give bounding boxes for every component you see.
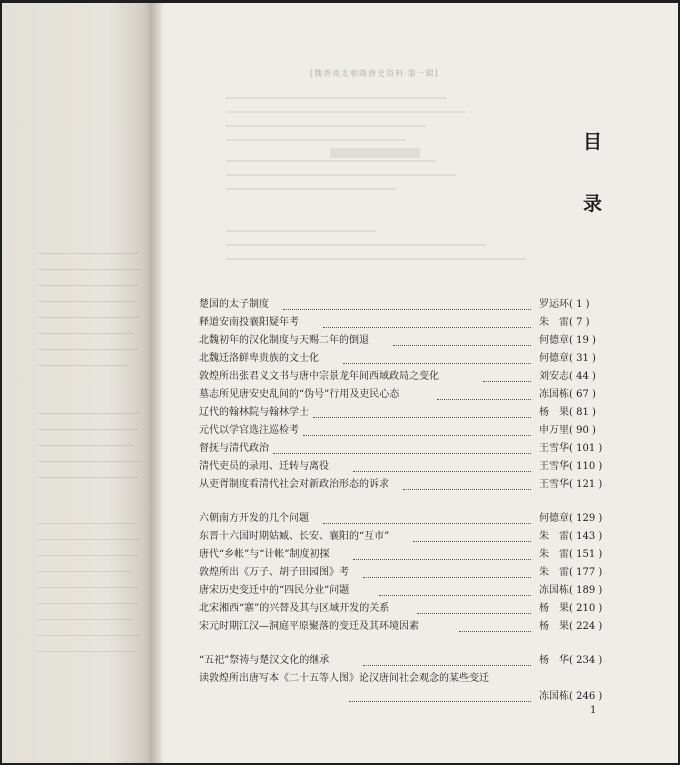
toc-entry-author: 朱 雷	[539, 567, 569, 578]
toc-entry-author: 朱 雷	[539, 549, 569, 560]
page-number: 1	[590, 705, 597, 716]
leader-dots	[349, 699, 531, 702]
toc-entry	[199, 670, 624, 688]
toc-entry-title: 元代以学官选注巡检考	[199, 425, 299, 436]
toc-entry-title: 北魏初年的汉化制度与天赐二年的倒退	[199, 335, 369, 346]
toc-entry-title: 宋元时期江汉—洞庭平原聚落的变迁及其环境因素	[199, 621, 419, 632]
toc-entry-title: 释道安南投襄阳疑年考	[199, 317, 299, 328]
toc-entry-author: 王雪华	[539, 461, 569, 472]
leader-dots	[403, 487, 531, 490]
toc-heading-char-1: 目	[583, 131, 603, 153]
toc-entry-page: 143	[576, 531, 596, 542]
toc-entry: 清代吏员的录用、迁转与离役 王雪华( 110 )	[199, 458, 624, 476]
toc-entry-page: 151	[576, 549, 596, 560]
toc-entry-author: 王雪华	[539, 479, 569, 490]
toc-entry: 楚国的太子制度 罗运环( 1 )	[199, 296, 624, 314]
toc-entry-author: 何德章	[539, 335, 569, 346]
leader-dots	[323, 521, 531, 524]
leader-dots	[283, 307, 531, 310]
toc-entry-title: 督抚与清代政治	[199, 443, 269, 454]
toc-entry-title: 墓志所见唐安史乱间的“伪号”行用及吏民心态	[199, 389, 400, 400]
toc-entry-page: 1	[576, 299, 583, 310]
toc-entry-page: 67	[576, 389, 589, 400]
leader-dots	[393, 343, 531, 346]
leader-dots	[273, 451, 531, 454]
toc-entry-title: 读敦煌所出唐写本《二十五等人图》论汉唐间社会观念的某些变迁	[199, 673, 489, 684]
leader-dots	[379, 593, 531, 596]
toc-entry: 释道安南投襄阳疑年考 朱 雷( 7 )	[199, 314, 624, 332]
toc-entry-title: 唐代“乡帐”与“计帐”制度初探	[199, 549, 330, 560]
toc-entry-author: 朱 雷	[539, 531, 569, 542]
toc-entry: 北宋湘西“寨”的兴替及其与区域开发的关系 杨 果( 210 )	[199, 600, 624, 618]
toc-entry-author: 何德章	[539, 353, 569, 364]
toc-entry: 唐宋历史变迁中的“四民分业”问题 冻国栋( 189 )	[199, 582, 624, 600]
toc-entry-author: 冻国栋	[539, 389, 569, 400]
toc-entry-page: 234	[576, 655, 596, 666]
toc-entry-title: 清代吏员的录用、迁转与离役	[199, 461, 329, 472]
toc-entry-title: 东晋十六国时期姑臧、长安、襄阳的“互市”	[199, 531, 390, 542]
toc-entry-page: 224	[576, 621, 596, 632]
toc-entry: 北魏初年的汉化制度与天赐二年的倒退 何德章( 19 )	[199, 332, 624, 350]
toc-entry-author: 杨 华	[539, 655, 569, 666]
toc-entry-author: 罗运环	[539, 299, 569, 310]
toc-entry-title: 北宋湘西“寨”的兴替及其与区域开发的关系	[199, 603, 390, 614]
leader-dots	[483, 379, 531, 382]
leader-dots	[313, 415, 531, 418]
toc-entry-author: 冻国栋	[539, 691, 569, 702]
toc-entry: 墓志所见唐安史乱间的“伪号”行用及吏民心态 冻国栋( 67 )	[199, 386, 624, 404]
toc-entry-title: 六朝南方开发的几个问题	[199, 513, 309, 524]
faint-header-stamp: [魏晋南北朝隋唐史资料·第一辑]	[310, 69, 439, 78]
toc-entry-page: 31	[576, 353, 589, 364]
leader-dots	[417, 611, 531, 614]
leader-dots	[363, 663, 531, 666]
toc-entry: 六朝南方开发的几个问题 何德章( 129 )	[199, 510, 624, 528]
leader-dots	[363, 575, 531, 578]
toc-entry-page: 44	[576, 371, 589, 382]
toc-entry: 唐代“乡帐”与“计帐”制度初探 朱 雷( 151 )	[199, 546, 624, 564]
leader-dots	[353, 557, 531, 560]
toc-entry-page: 101	[576, 443, 596, 454]
toc-entry: 宋元时期江汉—洞庭平原聚落的变迁及其环境因素 杨 果( 224 )	[199, 618, 624, 636]
toc-entry: 敦煌所出《万子、胡子田园图》考 朱 雷( 177 )	[199, 564, 624, 582]
table-of-contents: 楚国的太子制度 罗运环( 1 ) 释道安南投襄阳疑年考 朱 雷( 7 ) 北魏初年的汉化制度与天赐二年的倒退 何德章( 19 ) 北魏迁洛鲜卑贵族的文士化 何德章( 31 ) 敦煌所出张君义文书与唐中宗景龙年间西域政局之变化 刘安志( 44 ) 墓志所见唐安史乱间的“伪号”行用及吏民心态 冻国栋( 67 ) 辽代的翰林院与翰林学士 杨 果( 81 ) 元代以学官选注巡检考 申万里( 90 ) 督抚与清代政治 王雪华( 101 ) 清代吏员的录用、迁转与离役 王雪华( 110 ) 从吏胥制度看清代社会对新政治形态的诉求 王雪华( 121 ) 六朝南方开发的几个问题 何德章( 129 ) 东晋十六国时期姑臧、长安、襄阳的“互市” 朱 雷( 143 ) 唐代“乡帐”与“计帐”制度初探 朱 雷( 151 ) 敦煌所出《万子、胡子田园图》考 朱 雷( 177 ) 唐宋历史变迁中的“四民分业”问题 冻国栋( 189 ) 北宋湘西“寨”的兴替及其与区域开发的关系 杨 果( 210 ) 宋元时期江汉—洞庭平原聚落的变迁及其环境因素 杨 果( 224 ) “五祀”祭祷与楚汉文化的继承 杨 华( 234 ) 读敦煌所出唐写本《二十五等人图》论汉唐间社会观念的某些变迁 冻国栋( 246 )	[0, 0, 680, 765]
toc-heading-char-2: 录	[583, 193, 603, 215]
toc-entry-page: 81	[576, 407, 589, 418]
leader-dots	[303, 433, 531, 436]
toc-entry-page: 19	[576, 335, 589, 346]
toc-entry: 北魏迁洛鲜卑贵族的文士化 何德章( 31 )	[199, 350, 624, 368]
leader-dots	[343, 361, 531, 364]
toc-entry-title: 敦煌所出《万子、胡子田园图》考	[199, 567, 349, 578]
toc-entry: 东晋十六国时期姑臧、长安、襄阳的“互市” 朱 雷( 143 )	[199, 528, 624, 546]
toc-entry-author: 冻国栋	[539, 585, 569, 596]
toc-entry-page: 189	[576, 585, 596, 596]
toc-entry-title: 北魏迁洛鲜卑贵族的文士化	[199, 353, 319, 364]
toc-entry-author: 杨 果	[539, 603, 569, 614]
toc-entry-author: 刘安志	[539, 371, 569, 382]
toc-entry-title: 辽代的翰林院与翰林学士	[199, 407, 309, 418]
toc-entry-page: 7	[576, 317, 583, 328]
toc-entry-page: 90	[576, 425, 589, 436]
toc-entry-title: 敦煌所出张君义文书与唐中宗景龙年间西域政局之变化	[199, 371, 439, 382]
toc-entry: 督抚与清代政治 王雪华( 101 )	[199, 440, 624, 458]
toc-entry-page: 177	[576, 567, 596, 578]
toc-entry-page: 129	[576, 513, 596, 524]
toc-entry: “五祀”祭祷与楚汉文化的继承 杨 华( 234 )	[199, 652, 624, 670]
toc-entry-page: 110	[576, 461, 596, 472]
toc-entry: 辽代的翰林院与翰林学士 杨 果( 81 )	[199, 404, 624, 422]
toc-entry-page: 210	[576, 603, 596, 614]
toc-entry-author: 杨 果	[539, 621, 569, 632]
toc-entry-author: 王雪华	[539, 443, 569, 454]
toc-entry-author: 朱 雷	[539, 317, 569, 328]
toc-entry: 元代以学官选注巡检考 申万里( 90 )	[199, 422, 624, 440]
toc-entry: 从吏胥制度看清代社会对新政治形态的诉求 王雪华( 121 )	[199, 476, 624, 494]
leader-dots	[353, 469, 531, 472]
toc-entry: 敦煌所出张君义文书与唐中宗景龙年间西域政局之变化 刘安志( 44 )	[199, 368, 624, 386]
toc-entry-title: 楚国的太子制度	[199, 299, 269, 310]
toc-entry-author: 申万里	[539, 425, 569, 436]
leader-dots	[437, 397, 531, 400]
toc-entry-page: 246	[576, 691, 596, 702]
leader-dots	[323, 325, 531, 328]
toc-entry-title: 从吏胥制度看清代社会对新政治形态的诉求	[199, 479, 389, 490]
leader-dots	[459, 629, 531, 632]
toc-entry-author: 杨 果	[539, 407, 569, 418]
leader-dots	[413, 539, 531, 542]
toc-entry-title: “五祀”祭祷与楚汉文化的继承	[199, 655, 330, 666]
toc-entry-title: 唐宋历史变迁中的“四民分业”问题	[199, 585, 350, 596]
toc-entry-author: 何德章	[539, 513, 569, 524]
toc-entry-page: 121	[576, 479, 596, 490]
